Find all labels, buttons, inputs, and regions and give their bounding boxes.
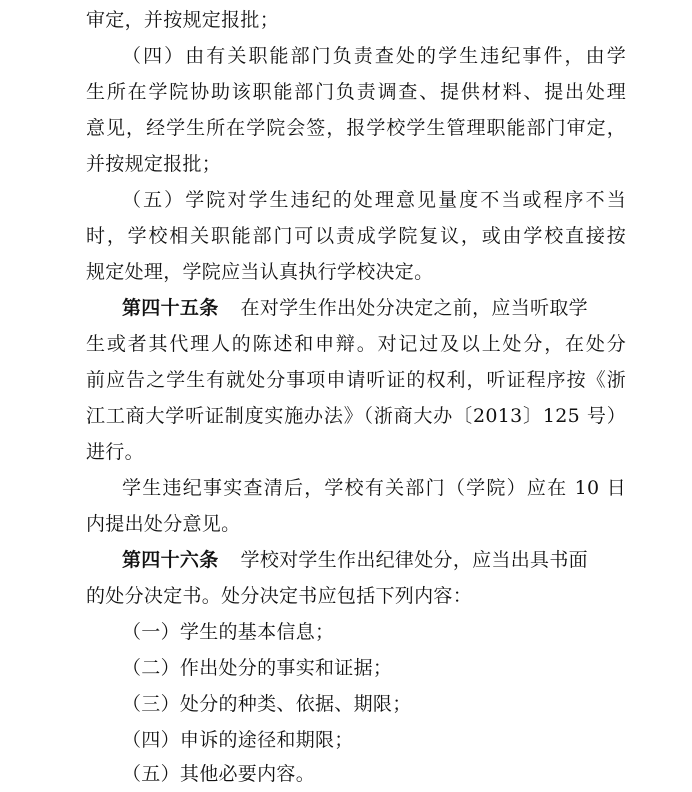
list-item: （三）处分的种类、依据、期限； bbox=[122, 693, 412, 715]
text-line: 并按规定报批； bbox=[86, 153, 222, 175]
text-line: 审定，并按规定报批； bbox=[86, 9, 280, 31]
list-item: （一）学生的基本信息； bbox=[122, 621, 335, 643]
text-line: （五）学院对学生违纪的处理意见量度不当或程序不当 bbox=[122, 189, 626, 211]
text-line: 意见，经学生所在学院会签，报学校学生管理职能部门审定， bbox=[86, 117, 626, 139]
text-line: 学生违纪事实查清后，学校有关部门（学院）应在 10 日 bbox=[122, 477, 626, 499]
article-46-heading: 第四十六条 bbox=[122, 549, 219, 571]
text-line: 时，学校相关职能部门可以责成学院复议，或由学校直接按 bbox=[86, 225, 626, 247]
text-line: 内提出处分意见。 bbox=[86, 513, 241, 535]
list-item: （五）其他必要内容。 bbox=[122, 763, 316, 785]
text-line: 生或者其代理人的陈述和申辩。对记过及以上处分，在处分 bbox=[86, 333, 626, 355]
text-line: 学校对学生作出纪律处分，应当出具书面 bbox=[240, 549, 588, 571]
text-line: 前应告之学生有就处分事项申请听证的权利，听证程序按《浙 bbox=[86, 369, 626, 391]
text-line: 进行。 bbox=[86, 441, 144, 463]
text-line: 生所在学院协助该职能部门负责调查、提供材料、提出处理 bbox=[86, 81, 626, 103]
article-45-heading: 第四十五条 bbox=[122, 297, 219, 319]
text-line: 的处分决定书。处分决定书应包括下列内容： bbox=[86, 585, 473, 607]
article-45-first-line bbox=[122, 290, 626, 326]
list-item: （二）作出处分的事实和证据； bbox=[122, 657, 393, 679]
text-line: 规定处理，学院应当认真执行学校决定。 bbox=[86, 261, 434, 283]
text-line: 在对学生作出处分决定之前，应当听取学 bbox=[240, 297, 588, 319]
text-line: 江工商大学听证制度实施办法》（浙商大办〔2013〕125 号） bbox=[86, 405, 626, 427]
list-item: （四）申诉的途径和期限； bbox=[122, 729, 354, 751]
text-line: （四）由有关职能部门负责查处的学生违纪事件，由学 bbox=[122, 45, 626, 67]
article-46-first-line bbox=[122, 542, 626, 578]
